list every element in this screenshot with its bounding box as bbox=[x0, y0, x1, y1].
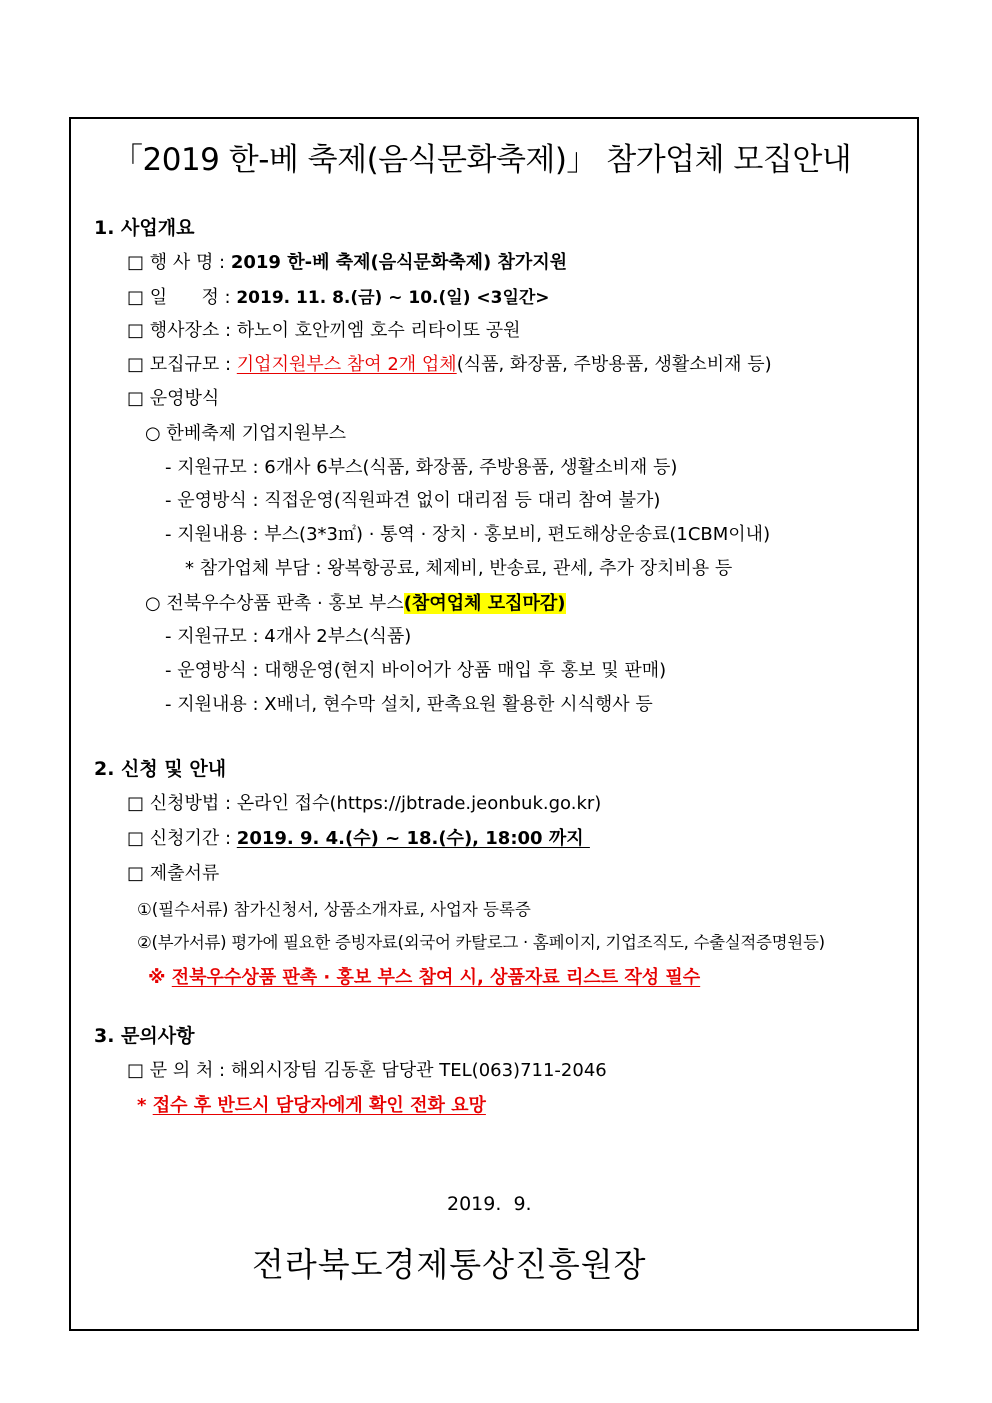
schedule-row bbox=[127, 289, 550, 307]
documents-row: □ 제출서류 bbox=[127, 863, 220, 884]
scale-rest: (식품, 화장품, 주방용품, 생활소비재 등) bbox=[456, 354, 772, 375]
event-name-row bbox=[127, 254, 567, 272]
booth2-method: - 운영방식 : 대행운영(현지 바이어가 상품 매입 후 홍보 및 판매) bbox=[165, 660, 667, 681]
section3-heading: 3. 문의사항 bbox=[94, 1025, 195, 1047]
document-title: 「2019 한-베 축제(음식문화축제)」 참가업체 모집안내 bbox=[112, 142, 852, 178]
contact-notice-text: 접수 후 반드시 담당자에게 확인 전화 요망 bbox=[152, 1095, 486, 1116]
section1-heading: 1. 사업개요 bbox=[94, 217, 195, 239]
additional-documents: ②(부가서류) 평가에 필요한 증빙자료(외국어 카탈로그 · 홈페이지, 기업조직도, 수출실적증명원등) bbox=[137, 933, 825, 952]
notice-text: 전북우수상품 판촉 · 홍보 부스 참여 시, 상품자료 리스트 작성 필수 bbox=[171, 967, 701, 988]
venue-row: □ 행사장소 : 하노이 호안끼엠 호수 리타이또 공원 bbox=[127, 320, 521, 341]
booth2-scale: - 지원규모 : 4개사 2부스(식품) bbox=[165, 626, 412, 647]
contact-row: □ 문 의 처 : 해외시장팀 김동훈 담당관 TEL(063)711-2046 bbox=[127, 1060, 607, 1081]
event-name-label: □ 행 사 명 : bbox=[127, 252, 231, 273]
organization-signature: 전라북도경제통상진흥원장 bbox=[252, 1245, 647, 1284]
operation-row: □ 운영방식 bbox=[127, 388, 220, 409]
booth1-method: - 운영방식 : 직접운영(직원파견 없이 대리점 등 대리 참여 불가) bbox=[165, 490, 661, 511]
booth2-title-row bbox=[145, 595, 566, 613]
issue-date: 2019. 9. bbox=[447, 1193, 532, 1215]
contact-notice bbox=[137, 1097, 486, 1115]
scale-highlight: 기업지원부스 참여 2개 업체 bbox=[236, 354, 457, 375]
booth2-closed-badge: (참여업체 모집마감) bbox=[403, 593, 566, 614]
event-name-value: 2019 한-베 축제(음식문화축제) 참가지원 bbox=[230, 252, 568, 273]
booth2-support: - 지원내용 : X배너, 현수막 설치, 판촉요원 활용한 시식행사 등 bbox=[165, 694, 653, 715]
booth1-support: - 지원내용 : 부스(3*3㎡) · 통역 · 장치 · 홍보비, 편도해상운송료(1CBM이내) bbox=[165, 524, 771, 545]
apply-period-value: 2019. 9. 4.(수) ~ 18.(수), 18:00 까지 bbox=[236, 828, 590, 849]
booth2-title: ○ 전북우수상품 판촉 · 홍보 부스 bbox=[145, 593, 404, 614]
apply-period-label: □ 신청기간 : bbox=[127, 828, 237, 849]
section2-notice bbox=[148, 969, 700, 987]
scale-label: □ 모집규모 : bbox=[127, 354, 237, 375]
booth1-scale: - 지원규모 : 6개사 6부스(식품, 화장품, 주방용품, 생활소비재 등) bbox=[165, 457, 678, 478]
schedule-label: □ 일 정 : bbox=[127, 287, 237, 308]
booth1-title: ○ 한베축제 기업지원부스 bbox=[145, 423, 347, 444]
required-documents: ①(필수서류) 참가신청서, 상품소개자료, 사업자 등록증 bbox=[137, 900, 531, 919]
notice-mark: ※ bbox=[148, 967, 172, 988]
scale-row bbox=[127, 356, 772, 374]
section2-heading: 2. 신청 및 안내 bbox=[94, 758, 227, 780]
apply-period-row bbox=[127, 830, 590, 848]
schedule-value: 2019. 11. 8.(금) ~ 10.(일) <3일간> bbox=[236, 288, 550, 308]
contact-notice-mark: * bbox=[137, 1095, 153, 1116]
apply-method: □ 신청방법 : 온라인 접수(https://jbtrade.jeonbuk.go.kr) bbox=[127, 793, 602, 814]
booth1-burden: * 참가업체 부담 : 왕복항공료, 체제비, 반송료, 관세, 추가 장치비용 등 bbox=[185, 558, 733, 579]
